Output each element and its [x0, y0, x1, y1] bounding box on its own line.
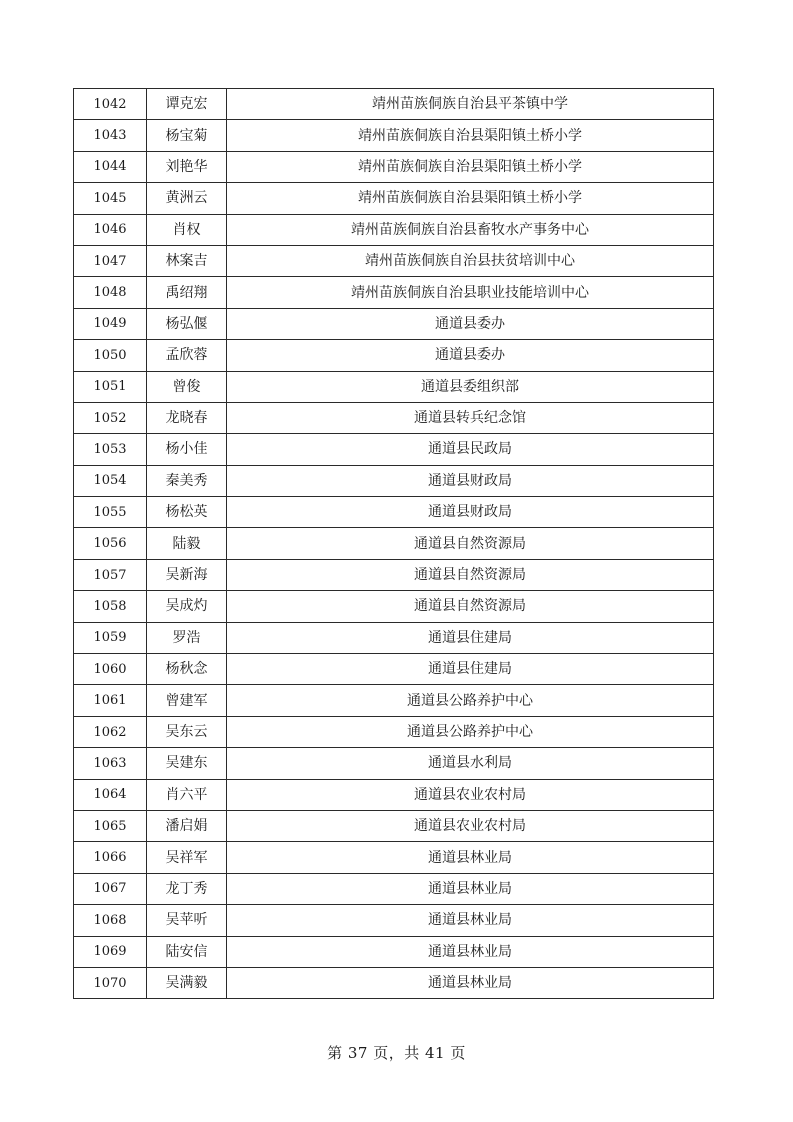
work-unit-cell: 通道县公路养护中心: [227, 685, 714, 716]
row-number-cell: 1053: [74, 434, 147, 465]
row-number-cell: 1054: [74, 465, 147, 496]
table-row: [74, 183, 714, 214]
person-name-cell: 陆毅: [147, 528, 227, 559]
work-unit-cell: 通道县公路养护中心: [227, 716, 714, 747]
row-number-cell: 1049: [74, 308, 147, 339]
row-number-cell: 1056: [74, 528, 147, 559]
work-unit-cell: 通道县林业局: [227, 936, 714, 967]
table-row: [74, 748, 714, 779]
work-unit-cell: 通道县水利局: [227, 748, 714, 779]
row-number-cell: 1058: [74, 591, 147, 622]
person-name-cell: 吴建东: [147, 748, 227, 779]
work-unit-cell: 通道县自然资源局: [227, 591, 714, 622]
table-row: [74, 936, 714, 967]
table-row: [74, 434, 714, 465]
table-row: [74, 497, 714, 528]
work-unit-cell: 靖州苗族侗族自治县职业技能培训中心: [227, 277, 714, 308]
table-row: [74, 967, 714, 998]
row-number-cell: 1064: [74, 779, 147, 810]
person-name-cell: 林案吉: [147, 245, 227, 276]
table-row: [74, 622, 714, 653]
person-name-cell: 罗浩: [147, 622, 227, 653]
person-name-cell: 吴成灼: [147, 591, 227, 622]
row-number-cell: 1062: [74, 716, 147, 747]
person-name-cell: 杨宝菊: [147, 120, 227, 151]
work-unit-cell: 靖州苗族侗族自治县渠阳镇土桥小学: [227, 151, 714, 182]
person-name-cell: 肖六平: [147, 779, 227, 810]
row-number-cell: 1051: [74, 371, 147, 402]
person-name-cell: 杨弘偃: [147, 308, 227, 339]
table-row: [74, 716, 714, 747]
row-number-cell: 1045: [74, 183, 147, 214]
person-name-cell: 曾俊: [147, 371, 227, 402]
person-name-cell: 杨秋念: [147, 654, 227, 685]
table-row: [74, 214, 714, 245]
row-number-cell: 1070: [74, 967, 147, 998]
row-number-cell: 1043: [74, 120, 147, 151]
row-number-cell: 1067: [74, 873, 147, 904]
table-row: [74, 340, 714, 371]
row-number-cell: 1066: [74, 842, 147, 873]
work-unit-cell: 通道县农业农村局: [227, 810, 714, 841]
work-unit-cell: 通道县财政局: [227, 497, 714, 528]
person-name-cell: 谭克宏: [147, 89, 227, 120]
table-row: [74, 559, 714, 590]
work-unit-cell: 靖州苗族侗族自治县扶贫培训中心: [227, 245, 714, 276]
person-name-cell: 陆安信: [147, 936, 227, 967]
person-name-cell: 吴苹听: [147, 905, 227, 936]
table-row: [74, 591, 714, 622]
row-number-cell: 1048: [74, 277, 147, 308]
person-name-cell: 禹绍翔: [147, 277, 227, 308]
table-row: [74, 151, 714, 182]
work-unit-cell: 通道县住建局: [227, 654, 714, 685]
person-name-cell: 曾建军: [147, 685, 227, 716]
person-name-cell: 杨松英: [147, 497, 227, 528]
row-number-cell: 1047: [74, 245, 147, 276]
work-unit-cell: 通道县委办: [227, 308, 714, 339]
row-number-cell: 1055: [74, 497, 147, 528]
work-unit-cell: 通道县自然资源局: [227, 559, 714, 590]
row-number-cell: 1044: [74, 151, 147, 182]
work-unit-cell: 通道县林业局: [227, 905, 714, 936]
row-number-cell: 1068: [74, 905, 147, 936]
table-row: [74, 685, 714, 716]
table-row: [74, 810, 714, 841]
person-name-cell: 秦美秀: [147, 465, 227, 496]
row-number-cell: 1050: [74, 340, 147, 371]
work-unit-cell: 靖州苗族侗族自治县平茶镇中学: [227, 89, 714, 120]
person-name-cell: 吴东云: [147, 716, 227, 747]
work-unit-cell: 通道县财政局: [227, 465, 714, 496]
row-number-cell: 1052: [74, 402, 147, 433]
table-row: [74, 528, 714, 559]
work-unit-cell: 通道县林业局: [227, 967, 714, 998]
row-number-cell: 1060: [74, 654, 147, 685]
person-name-cell: 潘启娟: [147, 810, 227, 841]
table-row: [74, 465, 714, 496]
table-row: [74, 842, 714, 873]
table-row: [74, 245, 714, 276]
row-number-cell: 1046: [74, 214, 147, 245]
table-row: [74, 905, 714, 936]
row-number-cell: 1065: [74, 810, 147, 841]
person-name-cell: 吴新海: [147, 559, 227, 590]
work-unit-cell: 通道县农业农村局: [227, 779, 714, 810]
work-unit-cell: 靖州苗族侗族自治县渠阳镇土桥小学: [227, 120, 714, 151]
row-number-cell: 1061: [74, 685, 147, 716]
row-number-cell: 1063: [74, 748, 147, 779]
person-name-cell: 杨小佳: [147, 434, 227, 465]
work-unit-cell: 靖州苗族侗族自治县畜牧水产事务中心: [227, 214, 714, 245]
table-row: [74, 654, 714, 685]
person-name-cell: 刘艳华: [147, 151, 227, 182]
person-name-cell: 肖权: [147, 214, 227, 245]
page-footer: 第 37 页，共 41 页: [327, 1044, 466, 1062]
person-name-cell: 吴满毅: [147, 967, 227, 998]
table-row: [74, 277, 714, 308]
table-body: [74, 89, 714, 999]
row-number-cell: 1042: [74, 89, 147, 120]
person-name-cell: 孟欣蓉: [147, 340, 227, 371]
table-row: [74, 402, 714, 433]
row-number-cell: 1059: [74, 622, 147, 653]
work-unit-cell: 通道县转兵纪念馆: [227, 402, 714, 433]
work-unit-cell: 通道县民政局: [227, 434, 714, 465]
work-unit-cell: 通道县自然资源局: [227, 528, 714, 559]
work-unit-cell: 通道县委组织部: [227, 371, 714, 402]
table-row: [74, 779, 714, 810]
name-list-table: [73, 88, 714, 999]
work-unit-cell: 靖州苗族侗族自治县渠阳镇土桥小学: [227, 183, 714, 214]
table-row: [74, 873, 714, 904]
work-unit-cell: 通道县委办: [227, 340, 714, 371]
row-number-cell: 1057: [74, 559, 147, 590]
table-row: [74, 89, 714, 120]
table-row: [74, 371, 714, 402]
row-number-cell: 1069: [74, 936, 147, 967]
work-unit-cell: 通道县住建局: [227, 622, 714, 653]
work-unit-cell: 通道县林业局: [227, 842, 714, 873]
work-unit-cell: 通道县林业局: [227, 873, 714, 904]
person-name-cell: 吴祥军: [147, 842, 227, 873]
table-row: [74, 308, 714, 339]
person-name-cell: 黄洲云: [147, 183, 227, 214]
table-row: [74, 120, 714, 151]
person-name-cell: 龙丁秀: [147, 873, 227, 904]
person-name-cell: 龙晓春: [147, 402, 227, 433]
